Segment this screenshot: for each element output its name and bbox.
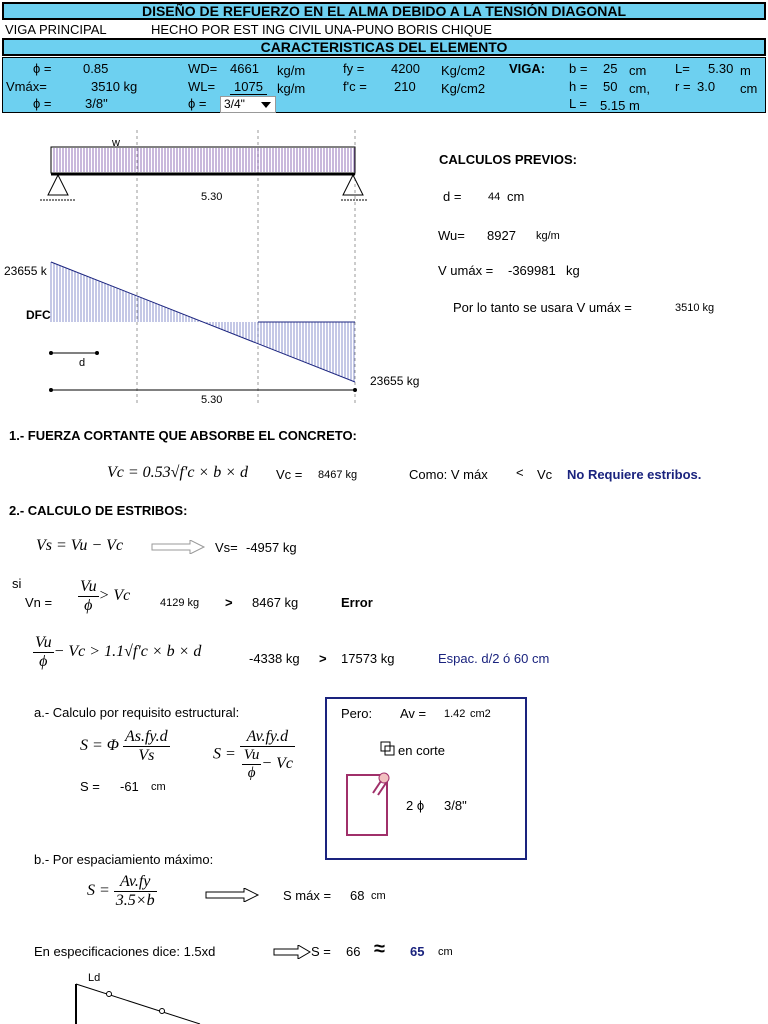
d-value: 44 xyxy=(488,191,501,203)
span-dimension-start xyxy=(49,388,53,392)
a-s-unit: cm xyxy=(151,781,166,793)
d-label: d = xyxy=(443,189,462,204)
phi-value: 0.85 xyxy=(83,61,109,76)
vn-num: Vu xyxy=(80,578,97,595)
vn-compare: 8467 kg xyxy=(252,595,299,610)
a-f2-den-rest: − Vc xyxy=(261,755,294,773)
vn-gt-sign: > xyxy=(225,595,233,610)
a-f2-den xyxy=(240,747,295,782)
d-dimension-start xyxy=(49,351,53,355)
parameters-panel xyxy=(2,57,766,113)
a-title: a.- Calculo por requisito estructural: xyxy=(34,705,240,720)
wd-label: WD= xyxy=(188,61,218,76)
h-unit: cm, xyxy=(629,81,650,96)
stirrup-box xyxy=(325,697,527,860)
fc-label: f'c = xyxy=(343,79,367,94)
vc-label: Vc = xyxy=(276,467,303,482)
b-f-den: 3.5×b xyxy=(115,892,155,909)
chevron-down-icon[interactable] xyxy=(261,102,271,108)
cond-value: -4338 kg xyxy=(249,651,300,666)
ld-point xyxy=(107,992,112,997)
vumax-value: -369981 xyxy=(508,263,556,278)
smax-unit: cm xyxy=(371,890,386,902)
av-unit: cm2 xyxy=(470,708,491,720)
si-label: si xyxy=(12,576,22,591)
wl-value: 1075 xyxy=(230,79,267,95)
dfc-label: DFC xyxy=(26,308,51,322)
vc-result: No Requiere estribos. xyxy=(567,467,702,482)
bars-label: 2 ϕ xyxy=(406,798,425,813)
cond-limit: 17573 kg xyxy=(341,651,395,666)
phi-stirrup-label: ϕ = xyxy=(33,96,52,111)
cond-gt-sign: > xyxy=(319,651,327,666)
shear-left-label: 23655 k xyxy=(4,264,47,278)
cond-rest: − Vc > 1.1√f'c × b × d xyxy=(53,643,202,661)
d-dimension-label: d xyxy=(79,357,86,369)
l-unit: m xyxy=(629,98,640,113)
b-formula xyxy=(87,873,157,910)
section-title: CARACTERISTICAS DEL ELEMENTO xyxy=(2,38,766,56)
span-dimension: 5.30 xyxy=(201,191,223,203)
span-dimension-bottom: 5.30 xyxy=(201,394,223,406)
a-s-label: S = xyxy=(80,779,100,794)
load-label: w xyxy=(112,137,120,149)
cond-formula xyxy=(33,634,201,671)
wl-label: WL= xyxy=(188,79,216,94)
arrow-icon xyxy=(272,945,312,959)
wd-value: 4661 xyxy=(230,61,259,76)
conclusion-text: Por lo tanto se usara V umáx = xyxy=(453,300,632,315)
a-f2-den-den: ϕ xyxy=(247,765,256,781)
vmax-value: 3510 kg xyxy=(91,79,138,94)
b-label: b = xyxy=(569,61,588,76)
cover-label: r = xyxy=(675,79,691,94)
h-value: 50 xyxy=(603,79,618,94)
wl-unit: kg/m xyxy=(277,81,306,96)
distributed-load xyxy=(51,147,355,173)
spec-s-label: S = xyxy=(311,944,331,959)
wd-unit: kg/m xyxy=(277,63,306,78)
como-label: Como: V máx xyxy=(409,467,488,482)
fc-value: 210 xyxy=(394,79,416,94)
cond-den: ϕ xyxy=(39,653,48,670)
section2-title: 2.- CALCULO DE ESTRIBOS: xyxy=(9,503,188,518)
a-f1-num: As.fy.d xyxy=(124,728,168,745)
vn-error: Error xyxy=(341,595,373,610)
phi-label: ϕ = xyxy=(33,61,52,76)
b-title: b.- Por espaciamiento máximo: xyxy=(34,852,214,867)
span-value: 5.30 xyxy=(708,61,734,76)
support-left xyxy=(48,175,68,195)
load-hatch xyxy=(54,148,354,172)
a-f2-left: S = xyxy=(213,745,236,763)
av-label: Av = xyxy=(400,706,427,721)
support-right xyxy=(343,175,363,195)
b-value: 25 xyxy=(603,61,618,76)
conclusion-value: 3510 kg xyxy=(675,302,715,314)
bar-diameter-select[interactable] xyxy=(220,96,276,113)
b-unit: cm xyxy=(629,63,647,78)
section1-title: 1.- FUERZA CORTANTE QUE ABSORBE EL CONCRETO: xyxy=(9,428,357,443)
fy-unit: Kg/cm2 xyxy=(441,63,486,78)
a-formula2 xyxy=(213,728,295,782)
cover-value: 3.0 xyxy=(697,79,716,94)
smax-label: S máx = xyxy=(283,888,332,903)
ld-label: Ld xyxy=(88,972,101,984)
pero-label: Pero: xyxy=(341,706,373,721)
spec-s-final: 65 xyxy=(410,944,425,959)
a-f2-den-num: Vu xyxy=(243,747,260,763)
arrow-icon xyxy=(150,540,206,554)
bar-diameter-value: 3/4" xyxy=(224,97,245,111)
spec-s-unit: cm xyxy=(438,946,453,958)
l-label: L = xyxy=(569,96,587,111)
viga-label: VIGA: xyxy=(509,61,546,76)
vumax-unit: kg xyxy=(566,263,580,278)
span-label: L= xyxy=(675,61,690,76)
av-value: 1.42 xyxy=(444,708,466,720)
vn-label: Vn = xyxy=(25,595,53,610)
author-label: HECHO POR EST ING CIVIL UNA-PUNO BORIS CHIQUE xyxy=(151,22,492,37)
d-dimension-end xyxy=(95,351,99,355)
a-f2-num: Av.fy.d xyxy=(240,728,295,747)
shear-diagram xyxy=(0,120,440,420)
ld-point xyxy=(160,1009,165,1014)
arrow-icon xyxy=(204,888,260,902)
less-than: < xyxy=(516,465,524,480)
vc-value: 8467 kg xyxy=(318,469,358,481)
vs-formula: Vs = Vu − Vc xyxy=(36,537,124,554)
cover-unit: cm xyxy=(740,81,758,96)
vumax-label: V umáx = xyxy=(438,263,494,278)
previos-title: CALCULOS PREVIOS: xyxy=(439,152,577,167)
span-unit: m xyxy=(740,63,751,78)
h-label: h = xyxy=(569,79,588,94)
corte-label: en corte xyxy=(398,743,445,758)
espac-text: Espac. d/2 ó 60 cm xyxy=(438,651,550,666)
fy-value: 4200 xyxy=(391,61,420,76)
beam-label: VIGA PRINCIPAL xyxy=(5,22,107,37)
smax-value: 68 xyxy=(350,888,365,903)
shear-right-label: 23655 kg xyxy=(370,374,420,388)
vn-den: ϕ xyxy=(84,597,93,614)
phi-bar-label: ϕ = xyxy=(188,96,207,111)
ld-diagram xyxy=(60,968,240,1024)
b-f-left: S = xyxy=(87,882,110,900)
fc-unit: Kg/cm2 xyxy=(441,81,486,96)
vs-label: Vs= xyxy=(215,540,238,555)
vs-value: -4957 kg xyxy=(246,540,297,555)
d-unit: cm xyxy=(507,189,525,204)
vn-formula xyxy=(78,578,130,615)
page-title: DISEÑO DE REFUERZO EN EL ALMA DEBIDO A LA TENSIÓN DIAGONAL xyxy=(2,2,766,20)
fy-label: fy = xyxy=(343,61,365,76)
wu-unit: kg/m xyxy=(536,230,560,242)
l-value: 5.15 xyxy=(600,98,626,113)
ld-diagonal xyxy=(76,984,200,1024)
a-s-value: -61 xyxy=(120,779,139,794)
vn-value: 4129 kg xyxy=(160,597,200,609)
bars-size: 3/8" xyxy=(444,798,467,813)
vn-gt: > Vc xyxy=(98,587,131,605)
a-formula1 xyxy=(80,728,170,765)
cond-num: Vu xyxy=(35,634,52,651)
spec-s-value: 66 xyxy=(346,944,361,959)
section-icon xyxy=(380,741,396,757)
a-f1-left: S = Φ xyxy=(80,737,119,755)
b-f-num: Av.fy xyxy=(114,873,157,892)
wu-value: 8927 xyxy=(487,228,516,243)
spec-text: En especificaciones dice: 1.5xd xyxy=(34,944,216,959)
phi-stirrup-value: 3/8" xyxy=(85,96,108,111)
a-f1-den: Vs xyxy=(138,747,155,764)
approx-sign: ≈ xyxy=(374,938,385,960)
vmax-label: Vmáx= xyxy=(6,79,47,94)
vc-formula: Vc = 0.53√f'c × b × d xyxy=(107,464,249,481)
wu-label: Wu= xyxy=(438,228,465,243)
vc-symbol: Vc xyxy=(537,467,553,482)
stirrup-drawing xyxy=(345,769,395,841)
span-dimension-end xyxy=(353,388,357,392)
